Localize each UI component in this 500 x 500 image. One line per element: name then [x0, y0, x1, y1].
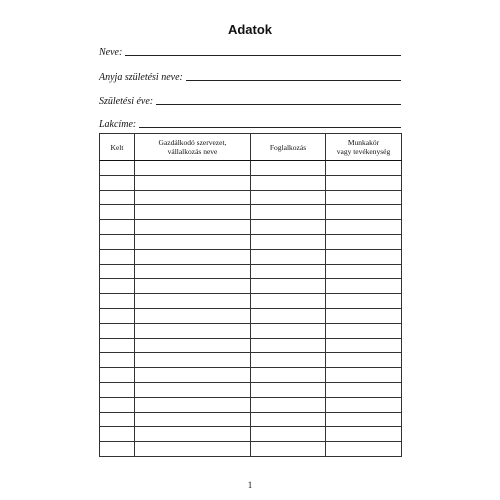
table-cell[interactable] [251, 279, 326, 294]
table-cell[interactable] [135, 249, 251, 264]
table-row [100, 382, 402, 397]
table-cell[interactable] [135, 323, 251, 338]
table-cell[interactable] [135, 190, 251, 205]
header-position [326, 134, 402, 161]
table-cell[interactable] [326, 427, 402, 442]
table-cell[interactable] [326, 234, 402, 249]
table-cell[interactable] [251, 427, 326, 442]
table-cell[interactable] [251, 220, 326, 235]
table-cell[interactable] [326, 294, 402, 309]
table-row [100, 308, 402, 323]
table-cell[interactable] [135, 205, 251, 220]
table-body [100, 161, 402, 457]
table-cell[interactable] [326, 442, 402, 457]
table-cell[interactable] [326, 279, 402, 294]
table-row [100, 234, 402, 249]
table-cell[interactable] [135, 220, 251, 235]
table-row [100, 264, 402, 279]
birth-year-field [99, 93, 401, 107]
table-cell[interactable] [135, 412, 251, 427]
table-row [100, 368, 402, 383]
table-cell[interactable] [251, 175, 326, 190]
table-cell[interactable] [135, 368, 251, 383]
table-cell[interactable] [251, 234, 326, 249]
table-cell[interactable] [100, 264, 135, 279]
table-cell[interactable] [100, 353, 135, 368]
employment-table [99, 133, 402, 457]
table-cell[interactable] [326, 161, 402, 176]
table-cell[interactable] [326, 308, 402, 323]
table-cell[interactable] [100, 205, 135, 220]
header-organization [135, 134, 251, 161]
name-label: Neve: [99, 47, 123, 58]
table-row [100, 205, 402, 220]
page-number: 1 [247, 480, 253, 490]
table-cell[interactable] [251, 323, 326, 338]
table-row [100, 338, 402, 353]
table-cell[interactable] [135, 442, 251, 457]
table-cell[interactable] [100, 308, 135, 323]
table-cell[interactable] [100, 397, 135, 412]
table-cell[interactable] [135, 264, 251, 279]
table-row [100, 279, 402, 294]
table-row [100, 353, 402, 368]
table-cell[interactable] [326, 175, 402, 190]
table-cell[interactable] [251, 294, 326, 309]
table-cell[interactable] [251, 353, 326, 368]
table-cell[interactable] [135, 338, 251, 353]
table-cell[interactable] [326, 205, 402, 220]
table-cell[interactable] [251, 412, 326, 427]
table-cell[interactable] [100, 323, 135, 338]
table-cell[interactable] [326, 397, 402, 412]
header-date: Kelt [100, 134, 135, 161]
table-cell[interactable] [135, 175, 251, 190]
page-title: Adatok [227, 22, 273, 37]
table-cell[interactable] [100, 412, 135, 427]
header-organization-label: Gazdálkodó szervezet, vállalkozás neve [158, 138, 227, 156]
table-cell[interactable] [100, 220, 135, 235]
table-cell[interactable] [251, 205, 326, 220]
table-cell[interactable] [100, 249, 135, 264]
table-row [100, 294, 402, 309]
address-label: Lakcíme: [99, 119, 137, 130]
table-cell[interactable] [326, 412, 402, 427]
table-cell[interactable] [135, 294, 251, 309]
table-cell[interactable] [100, 442, 135, 457]
table-cell[interactable] [251, 161, 326, 176]
table-cell[interactable] [326, 338, 402, 353]
table-cell[interactable] [135, 308, 251, 323]
table-cell[interactable] [100, 427, 135, 442]
header-occupation: Foglalkozás [251, 134, 326, 161]
address-field [99, 116, 401, 130]
table-cell[interactable] [100, 294, 135, 309]
table-row [100, 427, 402, 442]
table-cell[interactable] [100, 190, 135, 205]
table-cell[interactable] [100, 279, 135, 294]
mother-name-label: Anyja születési neve: [99, 72, 183, 83]
table-row [100, 161, 402, 176]
table-cell[interactable] [326, 249, 402, 264]
table-cell[interactable] [100, 338, 135, 353]
table-cell[interactable] [135, 397, 251, 412]
table-cell[interactable] [251, 397, 326, 412]
name-input-line[interactable] [125, 55, 401, 56]
table-cell[interactable] [326, 353, 402, 368]
birth-year-label: Születési éve: [99, 96, 154, 107]
table-cell[interactable] [135, 161, 251, 176]
table-cell[interactable] [326, 382, 402, 397]
table-row [100, 323, 402, 338]
table-row [100, 442, 402, 457]
table-row [100, 220, 402, 235]
table-cell[interactable] [326, 220, 402, 235]
birth-year-input-line[interactable] [156, 104, 401, 105]
table-cell[interactable] [251, 442, 326, 457]
table-cell[interactable] [326, 368, 402, 383]
table-cell[interactable] [251, 264, 326, 279]
table-row [100, 397, 402, 412]
table-row [100, 249, 402, 264]
table-row [100, 190, 402, 205]
table-cell[interactable] [251, 190, 326, 205]
table-cell[interactable] [100, 382, 135, 397]
table-cell[interactable] [100, 368, 135, 383]
address-input-line[interactable] [139, 127, 401, 128]
table-cell[interactable] [251, 338, 326, 353]
table-cell[interactable] [251, 308, 326, 323]
table-cell[interactable] [100, 234, 135, 249]
table-cell[interactable] [251, 368, 326, 383]
table-cell[interactable] [135, 427, 251, 442]
table-row [100, 412, 402, 427]
table-cell[interactable] [135, 353, 251, 368]
mother-name-field [99, 69, 401, 83]
table-cell[interactable] [135, 234, 251, 249]
table-cell[interactable] [326, 323, 402, 338]
table-cell[interactable] [251, 249, 326, 264]
name-field [99, 44, 401, 58]
table-cell[interactable] [100, 175, 135, 190]
table-cell[interactable] [251, 382, 326, 397]
header-position-label: Munkakör vagy tevékenység [336, 138, 391, 156]
table-cell[interactable] [100, 161, 135, 176]
table-cell[interactable] [135, 279, 251, 294]
table-cell[interactable] [326, 190, 402, 205]
table-cell[interactable] [135, 382, 251, 397]
table-row [100, 175, 402, 190]
table-header-row [100, 134, 402, 161]
table-cell[interactable] [326, 264, 402, 279]
mother-name-input-line[interactable] [186, 80, 401, 81]
